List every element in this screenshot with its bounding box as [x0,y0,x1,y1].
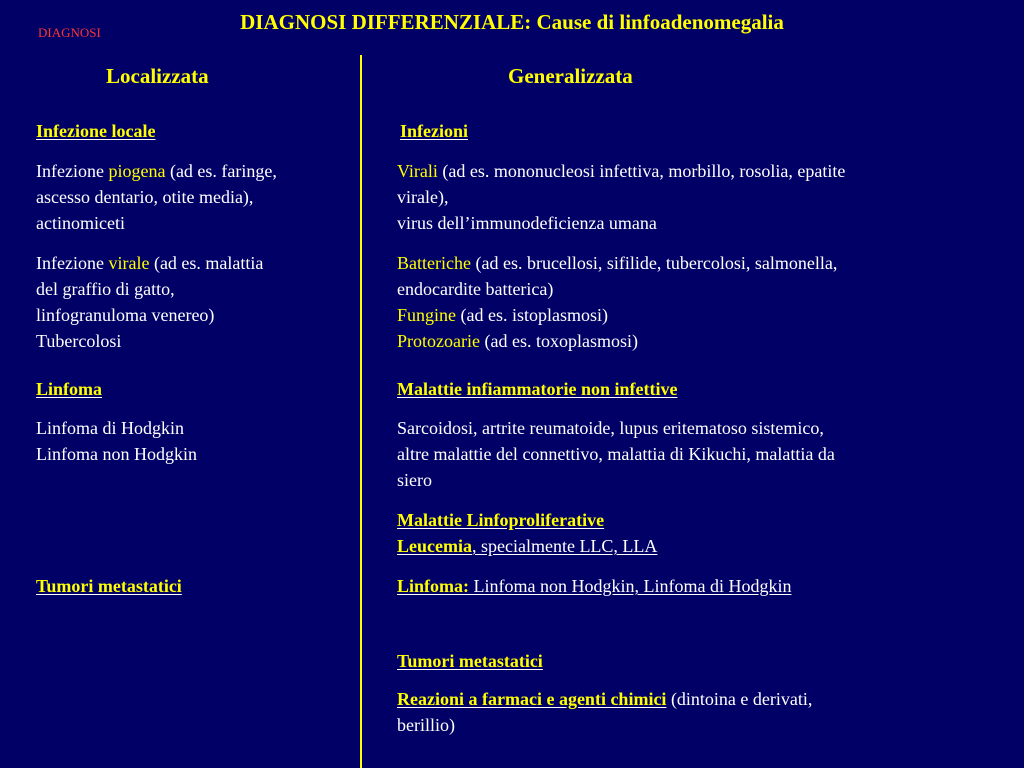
tumori-metastatici-left-heading: Tumori metastatici [36,576,182,596]
linfoma-block: Linfoma di Hodgkin Linfoma non Hodgkin [36,418,197,464]
malattie-infiammatorie-block: Sarcoidosi, artrite reumatoide, lupus eritematoso sistemico, altre malattie del connettivo, malattia di Kikuchi, malattia da siero [397,418,835,490]
reazioni-farmaci-block: Reazioni a farmaci e agenti chimici (dintoina e derivati, berillio) [397,689,813,735]
linfoproliferative-block: Malattie Linfoproliferative Leucemia, specialmente LLC, LLA [397,510,658,556]
batteriche-block: Batteriche (ad es. brucellosi, sifilide, tubercolosi, salmonella, endocardite batterica) Fungine (ad es. istoplasmosi) Protozoarie (ad es. toxoplasmosi) [397,253,838,351]
left-column [36,118,356,758]
infezione-piogena-block: Infezione piogena (ad es. faringe, ascesso dentario, otite media), actinomiceti [36,161,277,233]
column-heading-localizzata: Localizzata [106,64,209,88]
column-heading-generalizzata: Generalizzata [508,64,633,88]
infezione-virale-block: Infezione virale (ad es. malattia del graffio di gatto, linfogranuloma venereo) Tubercolosi [36,253,264,351]
malattie-infiammatorie-heading: Malattie infiammatorie non infettive [397,379,678,399]
virali-block: Virali (ad es. mononucleosi infettiva, morbillo, rosolia, epatite virale), virus dell’immunodeficienza umana [397,161,846,233]
infezioni-heading: Infezioni [400,121,469,141]
section-tag: DIAGNOSI [38,25,101,40]
infezione-locale-heading: Infezione locale [36,121,156,141]
slide-title: DIAGNOSI DIFFERENZIALE: Cause di linfoadenomegalia [240,10,784,34]
linfoma-heading: Linfoma [36,379,103,399]
tumori-metastatici-right-heading: Tumori metastatici [397,651,543,671]
right-column [397,118,997,758]
column-divider [360,55,362,768]
linfoma-generalizzata-line: Linfoma: Linfoma non Hodgkin, Linfoma di Hodgkin [397,576,792,596]
